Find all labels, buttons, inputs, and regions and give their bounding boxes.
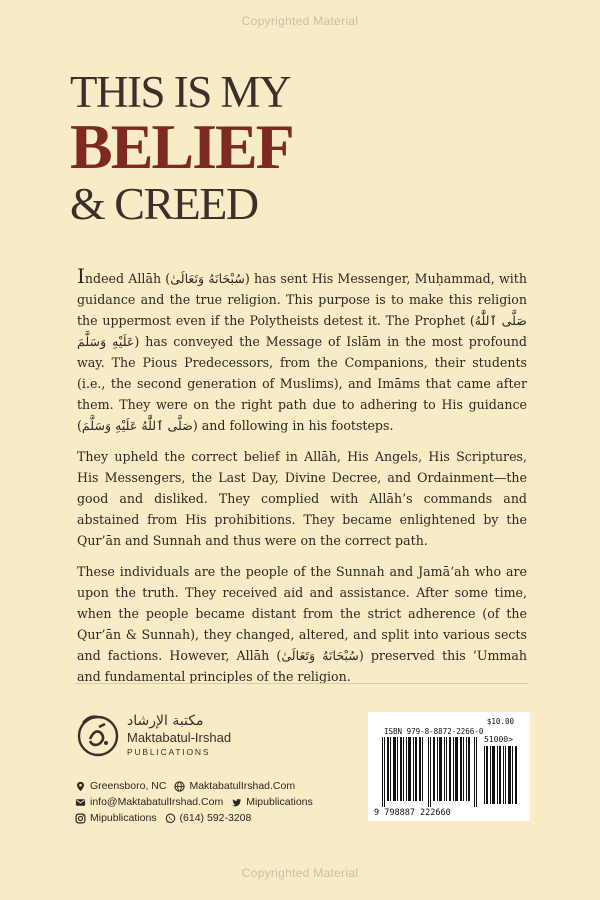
twitter-handle[interactable]: Mipublications — [246, 796, 313, 808]
blurb-paragraph-2: They upheld the correct belief in Allāh, His Angels, His Scriptures, His Messengers, the Last Day, Divine Decree, and Ordainment—the good and disliked. They complied with Allāh’s commands and abstained from His prohibitions. They became enlightened by the Qur’ān and Sunnah and thus were on the correct path. — [77, 449, 527, 548]
contact-row-3 — [75, 810, 321, 826]
mail-icon — [75, 797, 86, 808]
publisher-name: Maktabatul-Irshad — [127, 730, 232, 745]
email-item[interactable] — [75, 794, 223, 810]
paragraph-1-text: ndeed Allāh (سُبْحَانَهُ وَتَعَالَىٰ) has sent His Messenger, Muḥammad, with guidance and the true religion. This purpose is to make this religion the uppermost even if the Polytheists detest it. The Prophet (صَلَّى ٱللَّٰهُ عَلَيْهِ وَسَلَّمَ) has conveyed the Message of Islām in the most profound way. The Pious Predecessors, from the Companions, their students (i.e., the second generation of Muslims), and Imāms that came after them. They were on the right path due to adhering to His guidance (صَلَّى ٱللَّٰهُ عَلَيْهِ وَسَلَّمَ) and following in his footsteps. — [77, 271, 527, 433]
contact-row-2 — [75, 794, 321, 810]
instagram-handle[interactable]: Mipublications — [90, 812, 157, 824]
publisher-logo-icon — [75, 713, 121, 759]
location-text: Greensboro, NC — [90, 780, 167, 792]
blurb-paragraph-3: These individuals are the people of the Sunnah and Jamā‘ah who are upon the truth. They received aid and assistance. After some time, when the people became distant from the strict adherence (of the Qur’ān & Sunnah), they changed, altered, and split into various sects and factions. However, Allāh (سُبْحَانَهُ وَتَعَالَىٰ) preserved this ’Ummah and fundamental principles of the religion. — [77, 564, 527, 684]
addon-bars-icon — [484, 746, 518, 804]
contact-info — [75, 778, 321, 826]
twitter-item[interactable] — [231, 794, 313, 810]
publisher-subtitle: PUBLICATIONS — [127, 747, 211, 757]
location-pin-icon — [75, 781, 86, 792]
divider — [75, 683, 528, 684]
ean-digits: 9 798887 222660 — [374, 808, 451, 818]
title-line-2: BELIEF — [70, 111, 293, 182]
price-label: $10.00 — [486, 717, 514, 726]
location-item — [75, 778, 166, 794]
book-title — [70, 68, 370, 230]
blurb-paragraph-1 — [77, 266, 527, 436]
isbn-label: ISBN 979-8-8872-2266-0 — [384, 727, 484, 736]
watermark-bottom: Copyrighted Material — [241, 866, 359, 880]
title-line-3: & CREED — [70, 178, 258, 229]
website-link[interactable]: MaktabatulIrshad.Com — [189, 780, 296, 792]
watermark-top: Copyrighted Material — [241, 14, 359, 28]
addon-code: 51000> — [484, 735, 513, 744]
phone-item[interactable] — [165, 810, 252, 826]
phone-number[interactable]: (614) 592-3208 — [179, 812, 252, 824]
blurb — [77, 266, 527, 697]
whatsapp-icon — [165, 813, 176, 824]
instagram-icon — [75, 813, 86, 824]
twitter-icon — [231, 797, 242, 808]
contact-row-1 — [75, 778, 321, 794]
drop-cap: I — [77, 264, 85, 288]
barcode-bars-icon — [382, 737, 478, 807]
isbn-barcode — [368, 712, 530, 821]
website-item[interactable] — [174, 778, 295, 794]
email-link[interactable]: info@MaktabatulIrshad.Com — [90, 796, 224, 808]
title-line-1: THIS IS MY — [70, 67, 291, 117]
publisher-arabic-name: مكتبة الإرشاد — [127, 713, 204, 729]
instagram-item[interactable] — [75, 810, 157, 826]
globe-icon — [174, 781, 185, 792]
